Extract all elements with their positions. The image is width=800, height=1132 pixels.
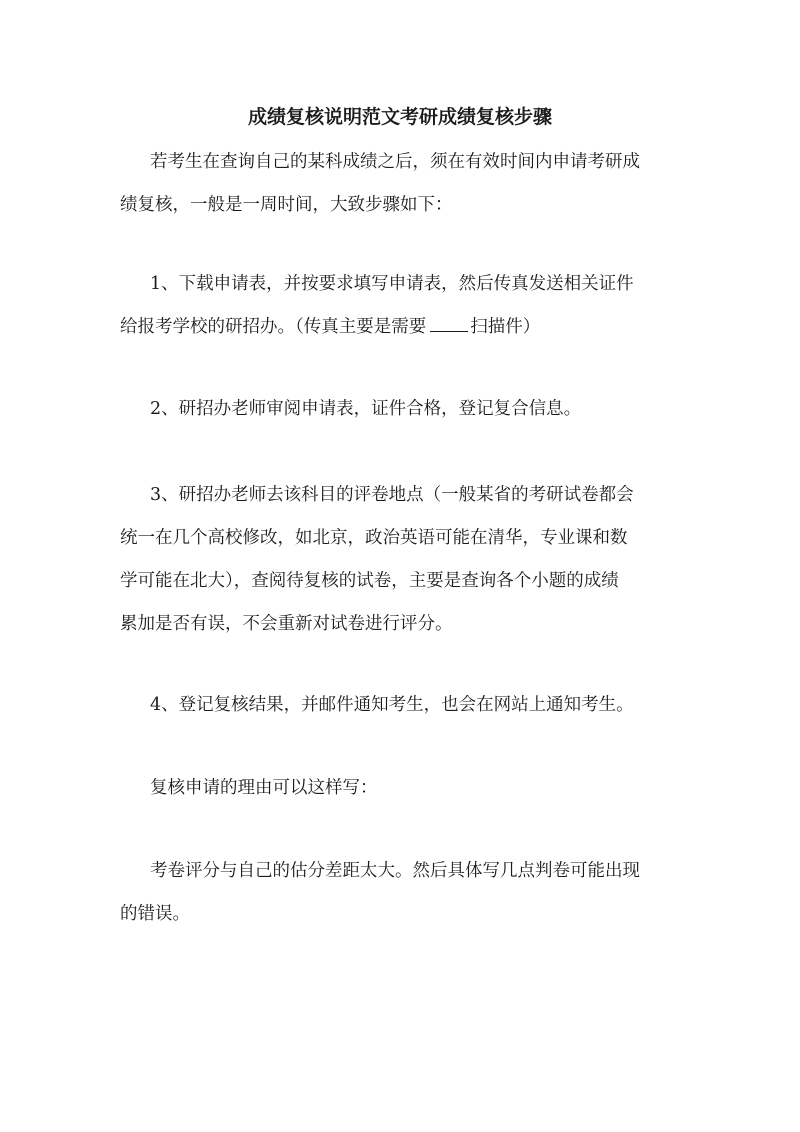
- reason-intro-line-1: 复核申请的理由可以这样写：: [150, 778, 378, 798]
- step-2-line-1: 2、研招办老师审阅申请表，证件合格，登记复合信息。: [150, 399, 582, 419]
- intro-line-2: 绩复核，一般是一周时间，大致步骤如下：: [120, 195, 453, 215]
- step-4-paragraph: [120, 684, 680, 727]
- step-4-line-1: 4、登记复核结果，并邮件通知考生，也会在网站上通知考生。: [150, 695, 634, 715]
- reason-intro-paragraph: [120, 767, 680, 810]
- fill-in-blank: [430, 317, 468, 332]
- step-3-line-3: 学可能在北大），查阅待复核的试卷，主要是查询各个小题的成绩: [120, 571, 619, 591]
- step-1-line-2: [120, 306, 680, 349]
- reason-line-1: 考卷评分与自己的估分差距太大。然后具体写几点判卷可能出现: [150, 861, 640, 881]
- step-2-paragraph: [120, 388, 680, 431]
- step-1-line-2-text-after: 扫描件）: [470, 317, 541, 337]
- document-title: 成绩复核说明范文考研成绩复核步骤: [247, 106, 552, 128]
- reason-line-2: 的错误。: [120, 904, 190, 924]
- step-3-line-2: 统一在几个高校修改，如北京，政治英语可能在清华，专业课和数: [120, 528, 628, 548]
- step-3-line-1: 3、研招办老师去该科目的评卷地点（一般某省的考研试卷都会: [150, 485, 634, 505]
- step-1-line-2-text-before: 给报考学校的研招办。（传真主要是需要: [120, 317, 427, 337]
- reason-paragraph: [120, 850, 680, 936]
- step-3-paragraph: [120, 474, 680, 646]
- step-1-line-1: 1、下载申请表，并按要求填写申请表，然后传真发送相关证件: [150, 274, 634, 294]
- step-1-paragraph: [120, 263, 680, 349]
- intro-line-1: 若考生在查询自己的某科成绩之后，须在有效时间内申请考研成: [150, 152, 640, 172]
- step-3-line-4: 累加是否有误，不会重新对试卷进行评分。: [120, 614, 453, 634]
- intro-paragraph: [120, 141, 680, 227]
